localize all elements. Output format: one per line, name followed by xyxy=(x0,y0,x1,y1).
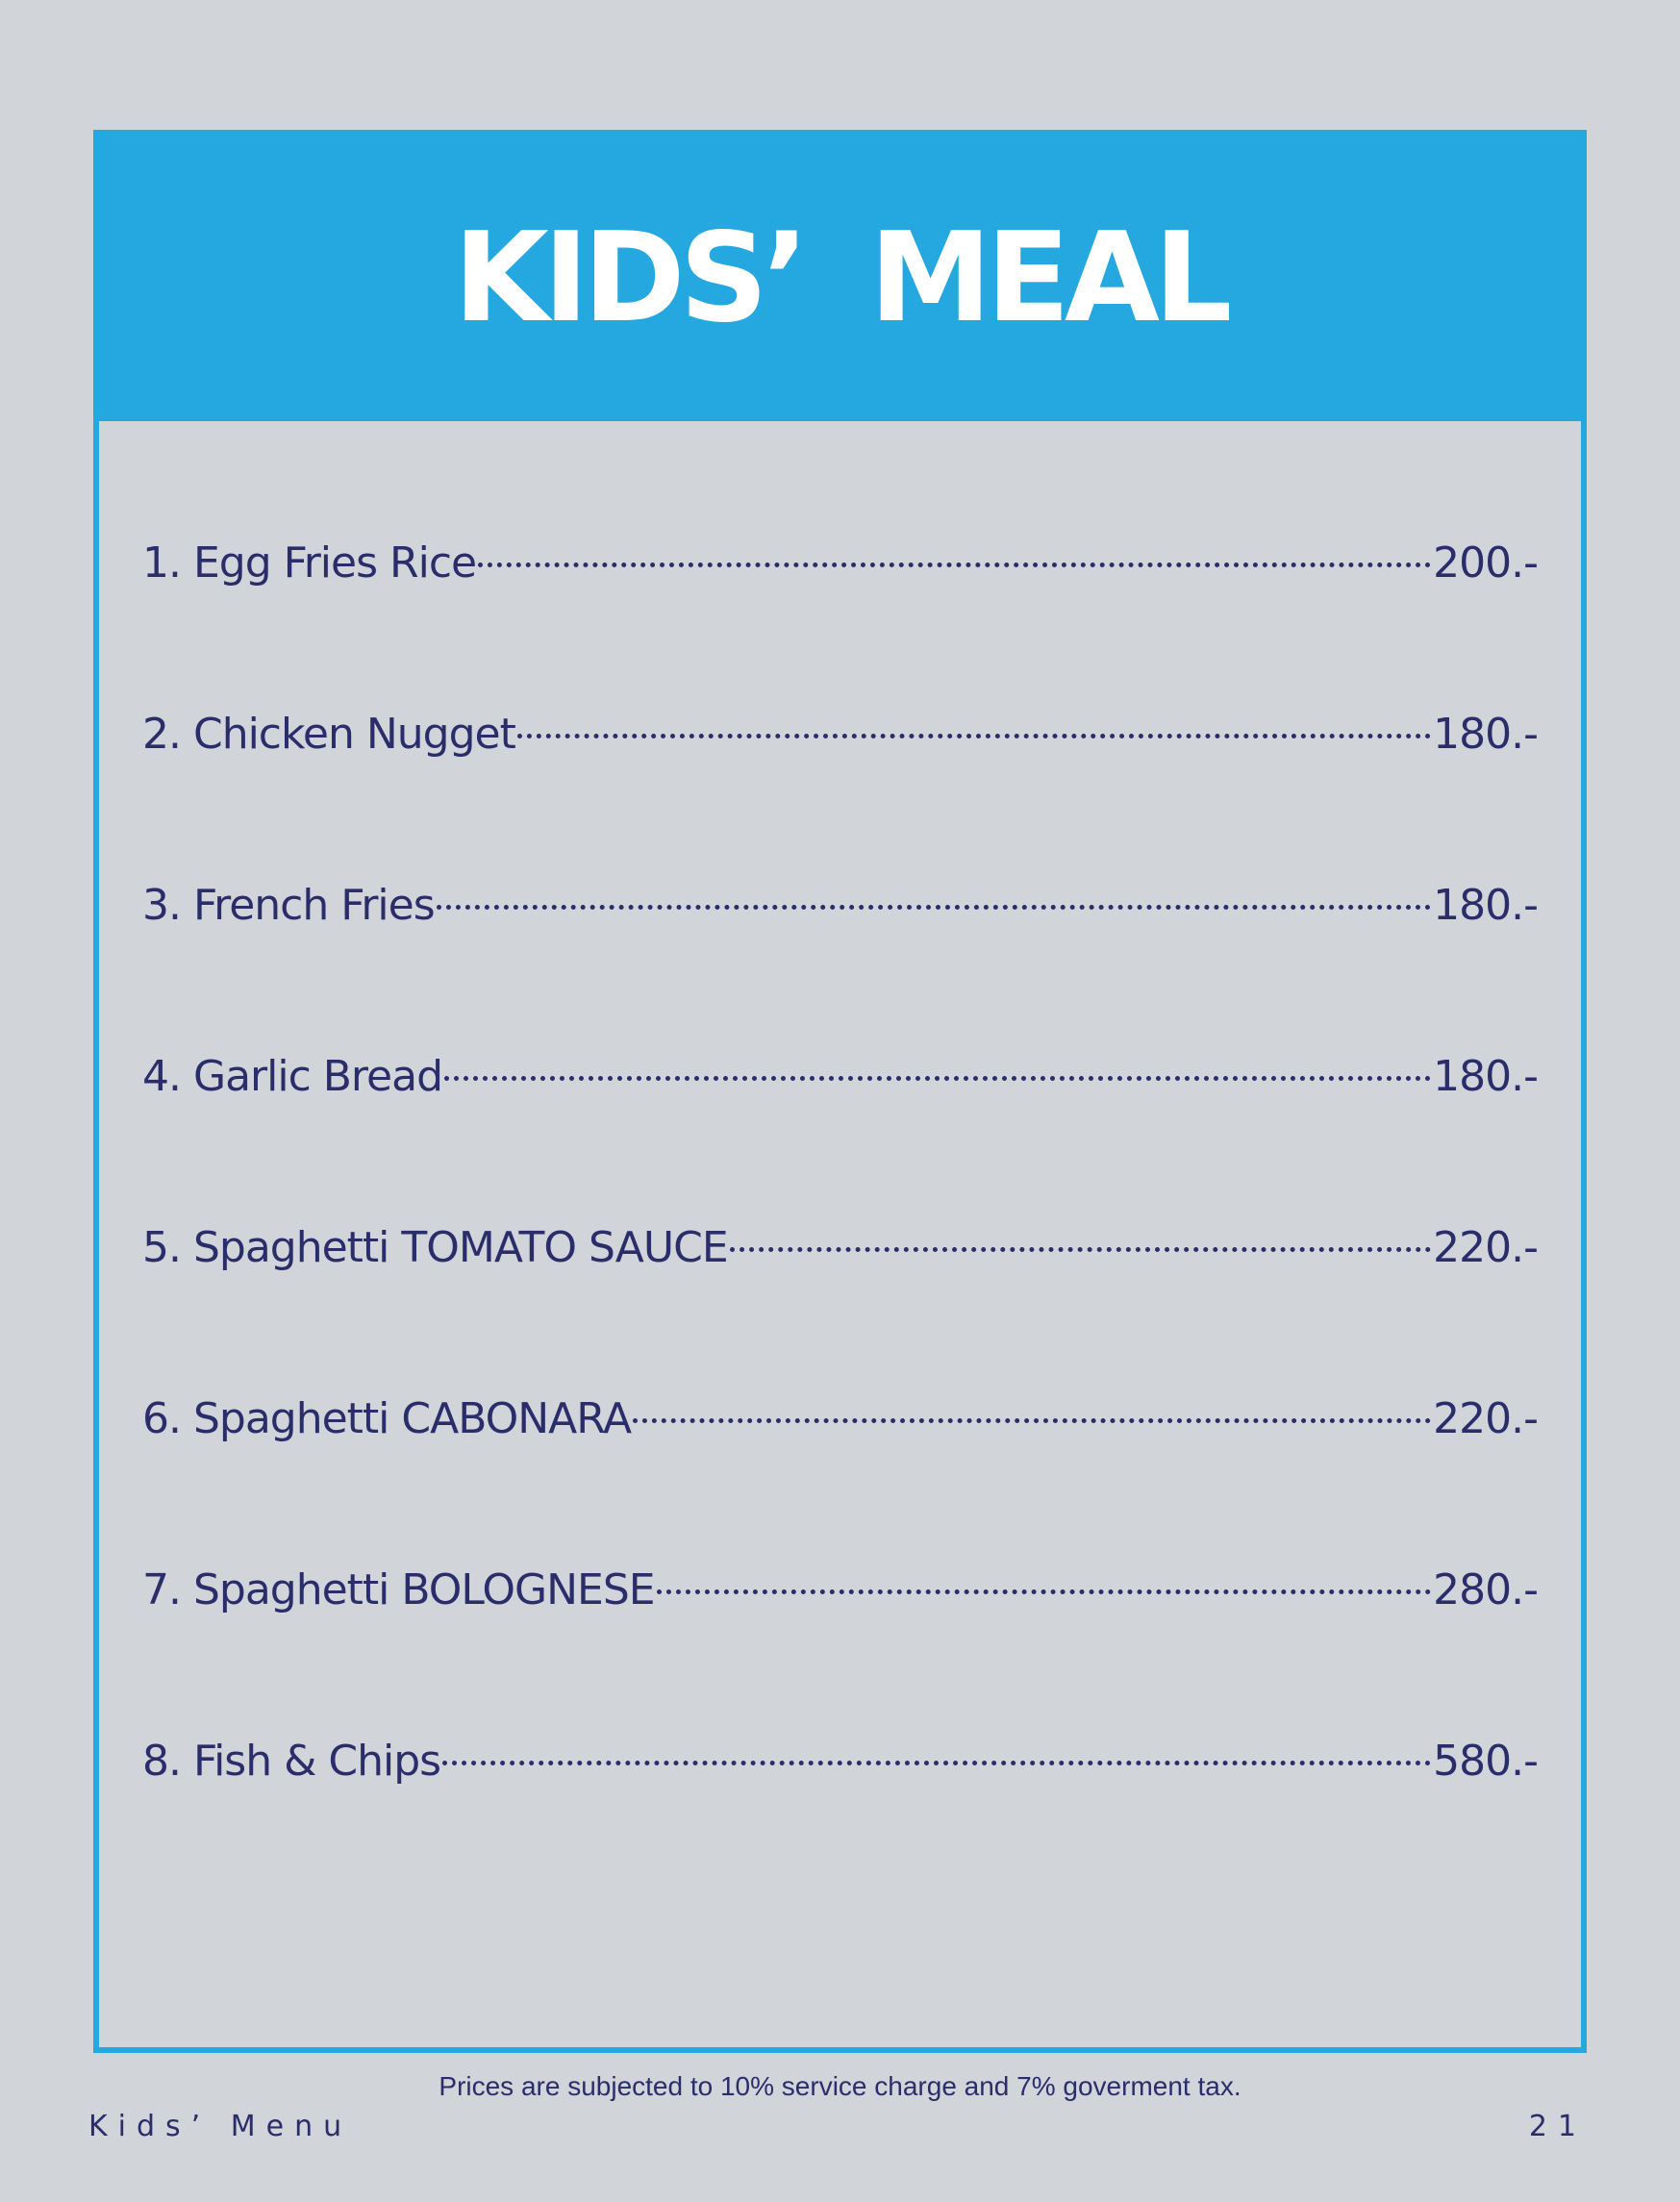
dot-leader xyxy=(478,519,1431,577)
menu-item xyxy=(142,1546,1538,1614)
menu-item-price: 200.- xyxy=(1433,538,1538,588)
menu-item-name: 2. Chicken Nugget xyxy=(142,710,515,759)
menu-item-price: 580.- xyxy=(1433,1737,1538,1786)
page-title: KIDS’ MEAL xyxy=(453,206,1227,350)
menu-item-name: 7. Spaghetti BOLOGNESE xyxy=(142,1565,655,1614)
menu-item xyxy=(142,1717,1538,1786)
dot-leader xyxy=(437,862,1432,919)
dot-leader xyxy=(633,1375,1431,1433)
menu-item-name: 3. French Fries xyxy=(142,881,435,930)
menu-item-name: 5. Spaghetti TOMATO SAUCE xyxy=(142,1223,728,1272)
price-footnote: Prices are subjected to 10% service charge and 7% goverment tax. xyxy=(439,2071,1241,2101)
menu-item-name: 8. Fish & Chips xyxy=(142,1737,441,1786)
menu-item xyxy=(142,519,1538,588)
menu-item xyxy=(142,1204,1538,1272)
menu-item-name: 4. Garlic Bread xyxy=(142,1052,443,1101)
menu-item-name: 1. Egg Fries Rice xyxy=(142,538,477,588)
menu-item-price: 280.- xyxy=(1433,1565,1538,1614)
dot-leader xyxy=(657,1546,1432,1604)
header-band xyxy=(99,136,1581,421)
menu-item-price: 180.- xyxy=(1433,881,1538,930)
dot-leader xyxy=(517,690,1431,748)
menu-item-price: 220.- xyxy=(1433,1223,1538,1272)
dot-leader xyxy=(444,1033,1431,1090)
menu-item-name: 6. Spaghetti CABONARA xyxy=(142,1394,632,1443)
section-label: Kids’ Menu xyxy=(88,2110,353,2143)
menu-item xyxy=(142,690,1538,759)
dot-leader xyxy=(730,1204,1432,1262)
menu-item xyxy=(142,1375,1538,1443)
menu-item xyxy=(142,862,1538,930)
menu-item-price: 180.- xyxy=(1433,1052,1538,1101)
menu-item-price: 220.- xyxy=(1433,1394,1538,1443)
menu-item xyxy=(142,1033,1538,1101)
menu-item-price: 180.- xyxy=(1433,710,1538,759)
page-number: 21 xyxy=(1528,2110,1587,2143)
dot-leader xyxy=(442,1717,1431,1775)
